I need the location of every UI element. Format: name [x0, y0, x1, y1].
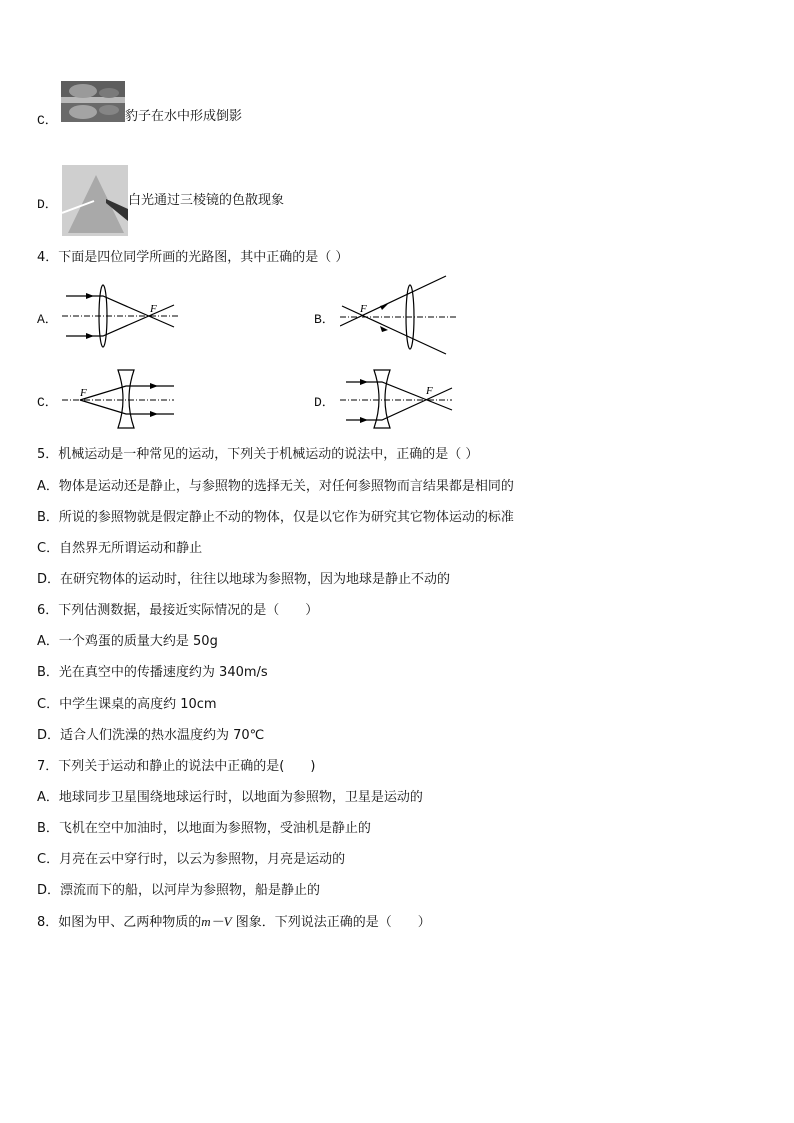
q6-option-a: A．一个鸡蛋的质量大约是 50g	[37, 634, 218, 649]
q3-option-c-label: C．	[37, 113, 58, 128]
q6-option-b: B．光在真空中的传播速度约为 340m/s	[37, 665, 268, 680]
q8-stem-prefix: 8．如图为甲、乙两种物质的	[37, 915, 202, 930]
q8-stem-suffix: 图象．下列说法正确的是（ ）	[231, 915, 431, 930]
q6-option-c: C．中学生课桌的高度约 10cm	[37, 697, 217, 712]
q5-stem: 5．机械运动是一种常见的运动，下列关于机械运动的说法中，正确的是（ ）	[37, 447, 479, 462]
q4-stem: 4．下面是四位同学所画的光路图，其中正确的是（ ）	[37, 250, 349, 265]
svg-text:F: F	[80, 387, 87, 399]
convex-lens-diagram-a	[62, 282, 178, 352]
q4-option-a-label: A．	[37, 312, 58, 327]
q8-stem-math: m－V	[201, 914, 232, 929]
q6-stem: 6．下列估测数据，最接近实际情况的是（ ）	[37, 603, 319, 618]
q7-stem: 7．下列关于运动和静止的说法中正确的是( )	[37, 759, 316, 774]
q8-stem	[37, 914, 431, 931]
q4-option-b-label: B．	[314, 312, 335, 327]
svg-text:F: F	[426, 385, 433, 397]
concave-lens-diagram-c	[62, 368, 178, 430]
q7-option-c: C．月亮在云中穿行时，以云为参照物，月亮是运动的	[37, 852, 346, 867]
prism-dispersion-image	[62, 165, 128, 236]
q5-option-a: A．物体是运动还是静止，与参照物的选择无关，对任何参照物而言结果都是相同的	[37, 479, 514, 494]
q7-option-b: B．飞机在空中加油时，以地面为参照物，受油机是静止的	[37, 821, 371, 836]
svg-text:F: F	[150, 303, 157, 315]
q6-option-d: D．适合人们洗澡的热水温度约为 70℃	[37, 728, 265, 743]
q7-option-a: A．地球同步卫星围绕地球运行时，以地面为参照物，卫星是运动的	[37, 790, 423, 805]
q5-option-c: C．自然界无所谓运动和静止	[37, 541, 203, 556]
q3-option-c-text: 豹子在水中形成倒影	[125, 109, 243, 124]
q4-option-c-label: C．	[37, 395, 58, 410]
q3-option-d-label: D．	[37, 197, 58, 212]
q5-option-b: B．所说的参照物就是假定静止不动的物体，仅是以它作为研究其它物体运动的标准	[37, 510, 514, 525]
concave-lens-diagram-d	[340, 368, 456, 430]
q5-option-d: D．在研究物体的运动时，往往以地球为参照物，因为地球是静止不动的	[37, 572, 451, 587]
q3-option-d-text: 白光通过三棱镜的色散现象	[128, 193, 285, 208]
svg-text:F: F	[360, 303, 367, 315]
q7-option-d: D．漂流而下的船，以河岸为参照物，船是静止的	[37, 883, 321, 898]
leopard-reflection-image	[61, 81, 125, 122]
convex-lens-diagram-b	[340, 274, 456, 356]
q4-option-d-label: D．	[314, 395, 335, 410]
